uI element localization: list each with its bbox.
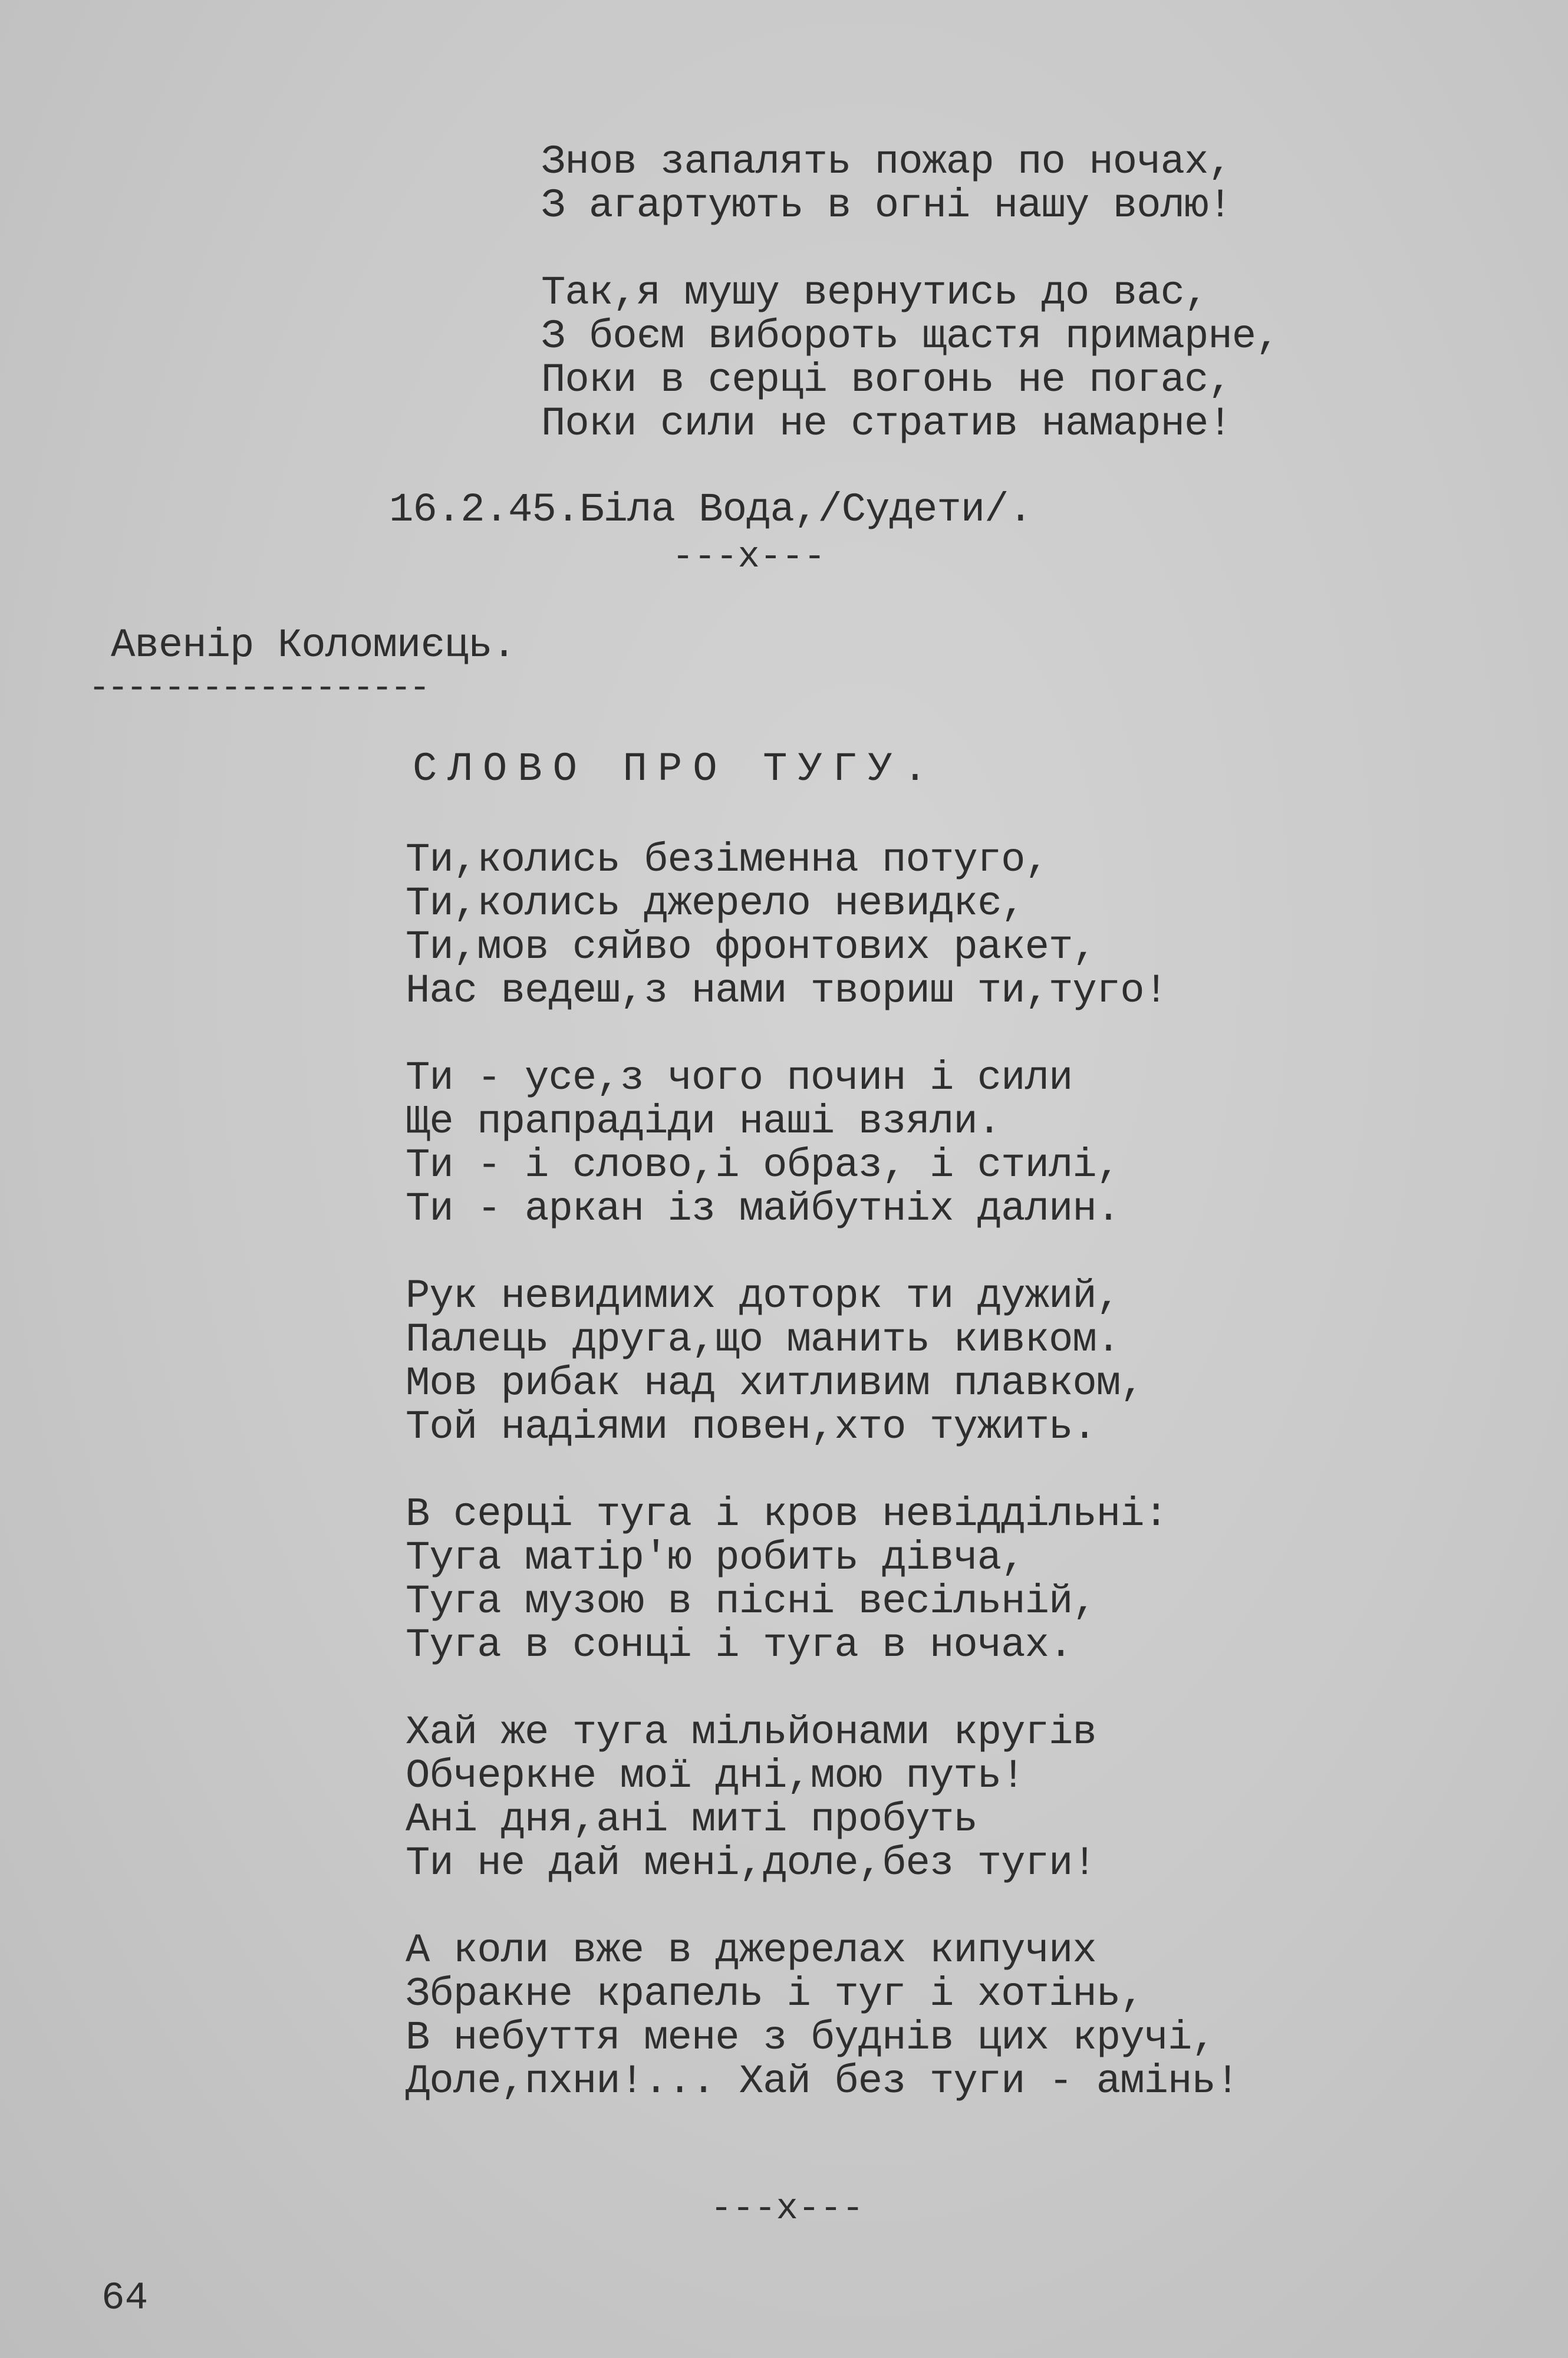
verse-line: З боєм виборoть щастя примарне, [541,314,1280,360]
verse-line: Поки сили не стратив намарне! [541,401,1232,447]
verse-line: Знов запалять пожар по ночах, [541,139,1232,185]
stanza-gap [541,228,1280,271]
verse-line: Туга матір'ю робить дівча, [406,1535,1025,1581]
verse-line: Збракне крапель і туг і хотінь, [406,1971,1144,2017]
verse-line: Туга в сонці і туга в ночах. [406,1622,1073,1668]
verse-line: Ти - аркан із майбутніх далин. [406,1186,1121,1232]
verse-line: А коли вже в джерелах кипучих [406,1928,1096,1974]
author-name: Авенір Коломиєць. [111,623,516,668]
verse-line: Рук невидимих доторк ти дужий, [406,1273,1121,1319]
verse-line: Ти - усе,з чого почин і сили [406,1055,1073,1101]
previous-poem-ending [541,140,1280,446]
poem-title: СЛОВО ПРО ТУГУ. [413,746,938,792]
verse-line: Ти,колись джерело невидкє, [406,881,1025,927]
verse-line: В серці туга і кров невіддільні: [406,1491,1168,1537]
verse-line: Поки в серці вогонь не погас, [541,357,1232,403]
verse-line: Обчеркне мої дні,мою путь! [406,1753,1025,1799]
verse-line: Хай же туга мільйонами кругів [406,1710,1096,1756]
section-separator: ---x--- [672,536,826,578]
verse-line: Доле,пхни!... Хай без туги - амінь! [406,2059,1240,2105]
date-place-line: 16.2.45.Біла Вода,/Судети/. [389,487,1032,533]
page-number: 64 [101,2276,149,2320]
verse-line: Нас ведеш,з нами твориш ти,туго! [406,968,1168,1014]
stanza-gap [406,1667,1239,1711]
stanza-gap [406,1231,1239,1274]
verse-line: Ти - і слово,і образ, і стилі, [406,1142,1121,1188]
verse-line: Ще прапрадіди наші взяли. [406,1099,1002,1145]
stanza-gap [406,1449,1239,1493]
stanza-gap [406,1885,1239,1929]
verse-line: Ти,колись безіменна потуго, [406,837,1049,883]
verse-line: Ти не дай мені,доле,без туги! [406,1840,1096,1886]
verse-line: Мов рибак над хитливим плавком, [406,1361,1144,1407]
stanza-gap [406,1013,1239,1056]
section-separator: ---x--- [710,2188,864,2229]
author-underline: ------------------ [88,668,429,709]
verse-line: Так,я мушу вернутись до вас, [541,270,1208,316]
verse-line: Палець друга,що манить кивком. [406,1317,1121,1363]
verse-line: Ані дня,ані миті пробуть [406,1797,977,1843]
verse-line: Той надіями повен,хто тужить. [406,1404,1096,1450]
verse-line: В небуття мене з буднів цих кручі, [406,2015,1215,2061]
verse-line: Ти,мов сяйво фронтових ракет, [406,924,1096,970]
verse-line: З агартують в огні нашу волю! [541,183,1232,229]
verse-line: Туга музою в пісні весільній, [406,1579,1096,1625]
poem-body [406,838,1239,2103]
